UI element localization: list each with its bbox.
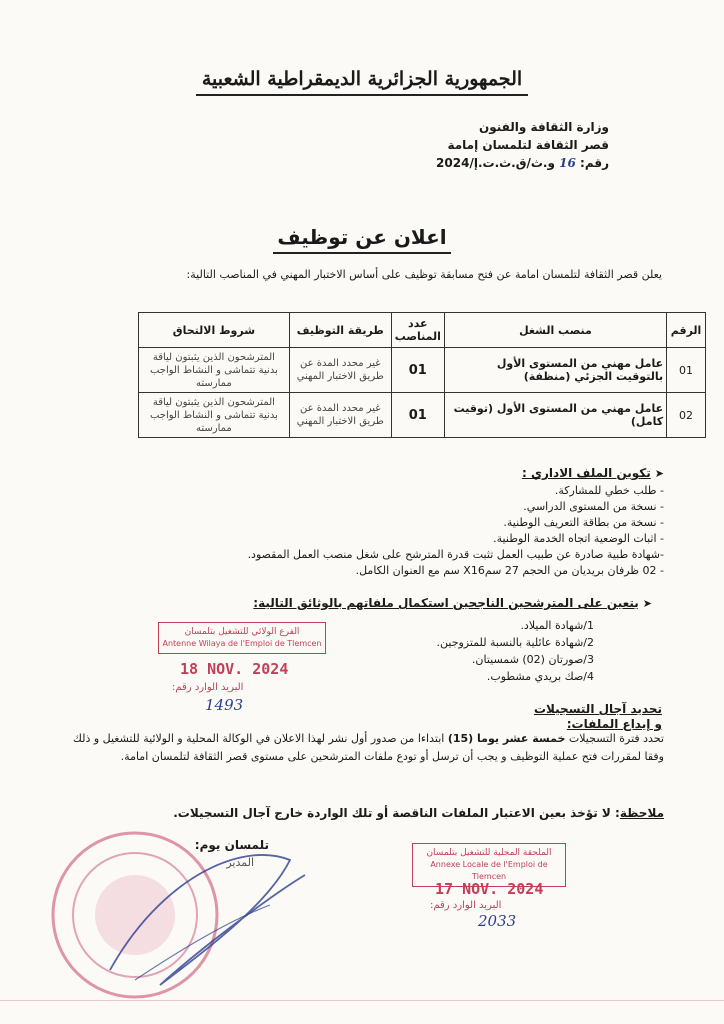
republic-heading: الجمهورية الجزائرية الديمقراطية الشعبية: [0, 68, 724, 90]
arrow-bullet-icon: ➤: [642, 597, 652, 610]
deadline-heading: تحديد آجال التسجيلات: [533, 702, 662, 716]
wilaya-stamp-number: 1493: [205, 696, 244, 714]
wilaya-stamp-line1: الفرع الولائي للتشغيل بتلمسان: [184, 627, 300, 637]
row-post: عامل مهني من المستوى الأول (توقيت كامل): [444, 393, 666, 438]
jobs-table: [138, 312, 706, 438]
local-stamp-line1: الملحقة المحلية للتشغيل بتلمسان: [426, 848, 552, 858]
row-conditions: المترشحون الذين يثبتون لياقة بدنية تتماشى و النشاط الواجب ممارسته: [139, 393, 290, 438]
table-header-row: [139, 313, 706, 348]
table-row: [139, 348, 706, 393]
row-count: 01: [391, 348, 444, 393]
local-stamp-label: البريد الوارد رقم:: [430, 900, 502, 911]
row-num: 01: [667, 348, 706, 393]
list-item: - 02 ظرفان بريديان من الحجم 27 سمX16 سم مع العنوان الكامل.: [355, 564, 664, 577]
note: ملاحظة: لا تؤخذ بعين الاعتبار الملفات الناقصة أو تلك الواردة خارج آجال التسجيلات.: [173, 806, 664, 820]
row-method: غير محدد المدة عن طريق الاختبار المهني: [289, 348, 391, 393]
page-bottom-line: [0, 1000, 724, 1001]
list-item: - طلب خطي للمشاركة.: [554, 484, 664, 497]
director-title: المدير: [226, 856, 254, 869]
header-method: طريقة التوظيف: [289, 313, 391, 348]
reference-handwritten: 16: [559, 156, 576, 170]
list-item: 2/شهادة عائلية بالنسبة للمتزوجين.: [436, 636, 594, 649]
row-conditions: المترشحون الذين يثبتون لياقة بدنية تتماشى و النشاط الواجب ممارسته: [139, 348, 290, 393]
row-method: غير محدد المدة عن طريق الاختبار المهني: [289, 393, 391, 438]
announcement-title: اعلان عن توظيف: [0, 225, 724, 249]
seal-center: [95, 875, 175, 955]
header-conditions: شروط الالتحاق: [139, 313, 290, 348]
successful-heading: ➤يتعين على المترشحين الناجحين استكمال ملفاتهم بالوثائق التالية:: [253, 596, 652, 610]
local-stamp-date: 17 NOV. 2024: [435, 880, 544, 898]
header-num: الرقم: [667, 313, 706, 348]
row-count: 01: [391, 393, 444, 438]
reference-number: رقم: 16 و.ث/ق.ث.ت.إ/2024: [436, 156, 609, 170]
admin-file-heading: ➤تكوين الملف الاداري :: [522, 466, 664, 480]
arrow-bullet-icon: ➤: [654, 467, 664, 480]
row-num: 02: [667, 393, 706, 438]
header-post: منصب الشغل: [444, 313, 666, 348]
local-stamp-line2: Annexe Locale de l'Emploi de Tlemcen: [430, 860, 548, 881]
admin-file-list: [248, 483, 664, 579]
successful-list: [437, 617, 595, 685]
signature-place: تلمسان يوم:: [194, 838, 269, 852]
list-item: - نسخة من بطاقة التعريف الوطنية.: [503, 516, 664, 529]
wilaya-stamp: [158, 622, 326, 654]
list-item: 4/صك بريدي مشطوب.: [486, 670, 594, 683]
official-seal: [40, 820, 320, 1010]
table-row: [139, 393, 706, 438]
institution-name: قصر الثقافة لتلمسان إمامة: [447, 138, 609, 152]
list-item: -شهادة طبية صادرة عن طبيب العمل تثبت قدرة المترشح على شغل منصب العمل المقصود.: [247, 548, 664, 561]
wilaya-stamp-date: 18 NOV. 2024: [180, 660, 289, 678]
wilaya-stamp-label: البريد الوارد رقم:: [172, 682, 244, 693]
intro-text: يعلن قصر الثقافة لتلمسان امامة عن فتح مسابقة توظيف على أساس الاختبار المهني في المناصب التالية:: [186, 268, 662, 281]
ministry-name: وزارة الثقافة والفنون: [478, 120, 609, 134]
list-item: - نسخة من المستوى الدراسي.: [523, 500, 664, 513]
local-stamp-number: 2033: [478, 912, 517, 930]
header-count: عدد المناصب: [391, 313, 444, 348]
list-item: 3/صورتان (02) شمسيتان.: [471, 653, 594, 666]
wilaya-stamp-line2: Antenne Wilaya de l'Emploi de Tlemcen: [162, 639, 322, 648]
deadline-subheading: و إيداع الملفات:: [566, 717, 662, 731]
list-item: 1/شهادة الميلاد.: [520, 619, 594, 632]
row-post: عامل مهني من المستوى الأول بالتوقيت الجزئي (منظفة): [444, 348, 666, 393]
deadline-text: تحدد فترة التسجيلات خمسة عشر يوما (15) ابتداءا من صدور أول نشر لهذا الاعلان في الوكالة المحلية و الولائية للتشغيل و ذلك وفقا لمقررات فتح عملية التوظيف و يجب أن ترسل أو تودع ملفات المترشحين على مستوى قصر الثقافة لتلمسان امامة.: [72, 732, 664, 763]
list-item: - اثبات الوضعية اتجاه الخدمة الوطنية.: [493, 532, 664, 545]
